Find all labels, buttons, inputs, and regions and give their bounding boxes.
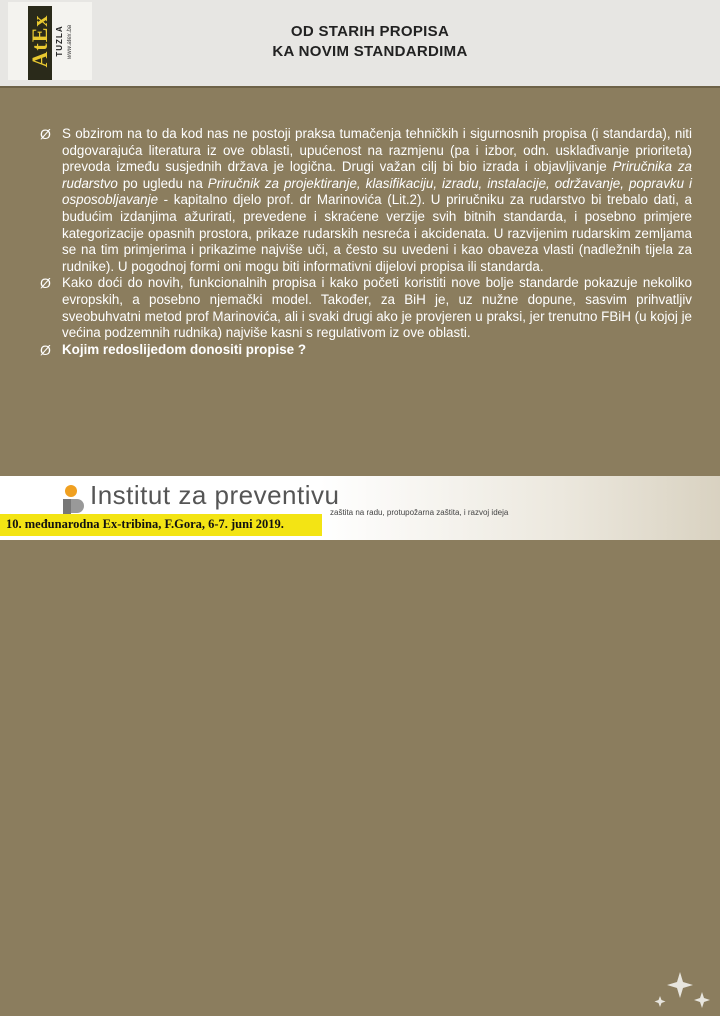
bullet-text: Priručnika za rudarstvo bbox=[62, 159, 692, 191]
event-text: 10. međunarodna Ex-tribina, F.Gora, 6-7. juni 2019. bbox=[6, 517, 284, 531]
logo-url: www.atex.ba bbox=[67, 24, 73, 60]
slide-header bbox=[0, 0, 720, 86]
bullet-text: Priručnik za projektiranje, klasifikaciju, izradu, instalacije, održavanje, popravku i osposobljavanje bbox=[62, 175, 692, 208]
bullet-text: Kako doći do novih, funkcionalnih propisa i kako početi koristiti nove bolje standarde pokazuje nekoliko evropskih, a posebno njemački model. Također, za BiH je, uz nužne dopune, sasvim prihvatljiv sveobuhvatni metod prof Marinovića, ali i svaki drugi ako je provjeren u praksi, jer trenutno FBiH (u kojoj je većina podzemnih rudnika) najviše kasni s regulativom iz ove oblasti. bbox=[62, 275, 692, 341]
bullet-text: po ugledu na bbox=[117, 175, 208, 191]
atex-logo bbox=[8, 2, 92, 80]
bullet-arrow-icon: Ø bbox=[40, 126, 51, 142]
bullet-arrow-icon: Ø bbox=[40, 275, 51, 292]
bullet-item bbox=[40, 275, 692, 341]
logo-city: TUZLA bbox=[55, 25, 64, 57]
header-divider bbox=[0, 86, 720, 88]
bullet-text: Kojim redoslijedom donositi propise ? bbox=[62, 341, 307, 357]
institute-subtitle: zaštita na radu, protupožarna zaštita, i razvoj ideja bbox=[330, 508, 509, 517]
slide-content bbox=[40, 126, 692, 358]
sparkle-decoration-icon bbox=[640, 952, 720, 1016]
bullet-item bbox=[40, 126, 692, 275]
title-line-2: KA NOVIM STANDARDIMA bbox=[272, 43, 468, 60]
bullet-item bbox=[40, 342, 692, 359]
slide-title bbox=[180, 22, 560, 62]
bullet-text: - kapitalno djelo prof. dr Marinovića (Lit.2). U priručniku za rudarstvo bi trebalo dati, a budućim izdanjima ažurirati, prevedene i skraćene verzije svih bitnih standarda, i posebno primjere kategorizacije opasnih prostora, prikaze rudarskih nesreća i akcidenata. U razvijenim rudarskim zemljama se na tim primjerima i prikazime najviše uči, a često su uvedeni i kao obaveza vlasti (nadležnih tijela za rudnike). U pogodnoj formi oni mogu biti informativni dijelovi propisa ili standarda. bbox=[62, 192, 692, 274]
bullet-arrow-icon: Ø bbox=[40, 341, 51, 358]
title-line-1: OD STARIH PROPISA bbox=[290, 23, 450, 40]
institute-name: Institut za preventivu bbox=[90, 480, 340, 510]
bullet-text: S obzirom na to da kod nas ne postoji praksa tumačenja tehničkih i sigurnosnih propisa (i standarda), niti odgovarajuća literatura iz ove oblasti, upućenost na razmjenu (pa i izbor, odn. usklađivanje prioriteta) prevoda između susjednih država je logična. Drugi važan cilj bi bio izrada i objavljivanje bbox=[62, 126, 692, 175]
logo-text: AtEx bbox=[27, 14, 52, 68]
